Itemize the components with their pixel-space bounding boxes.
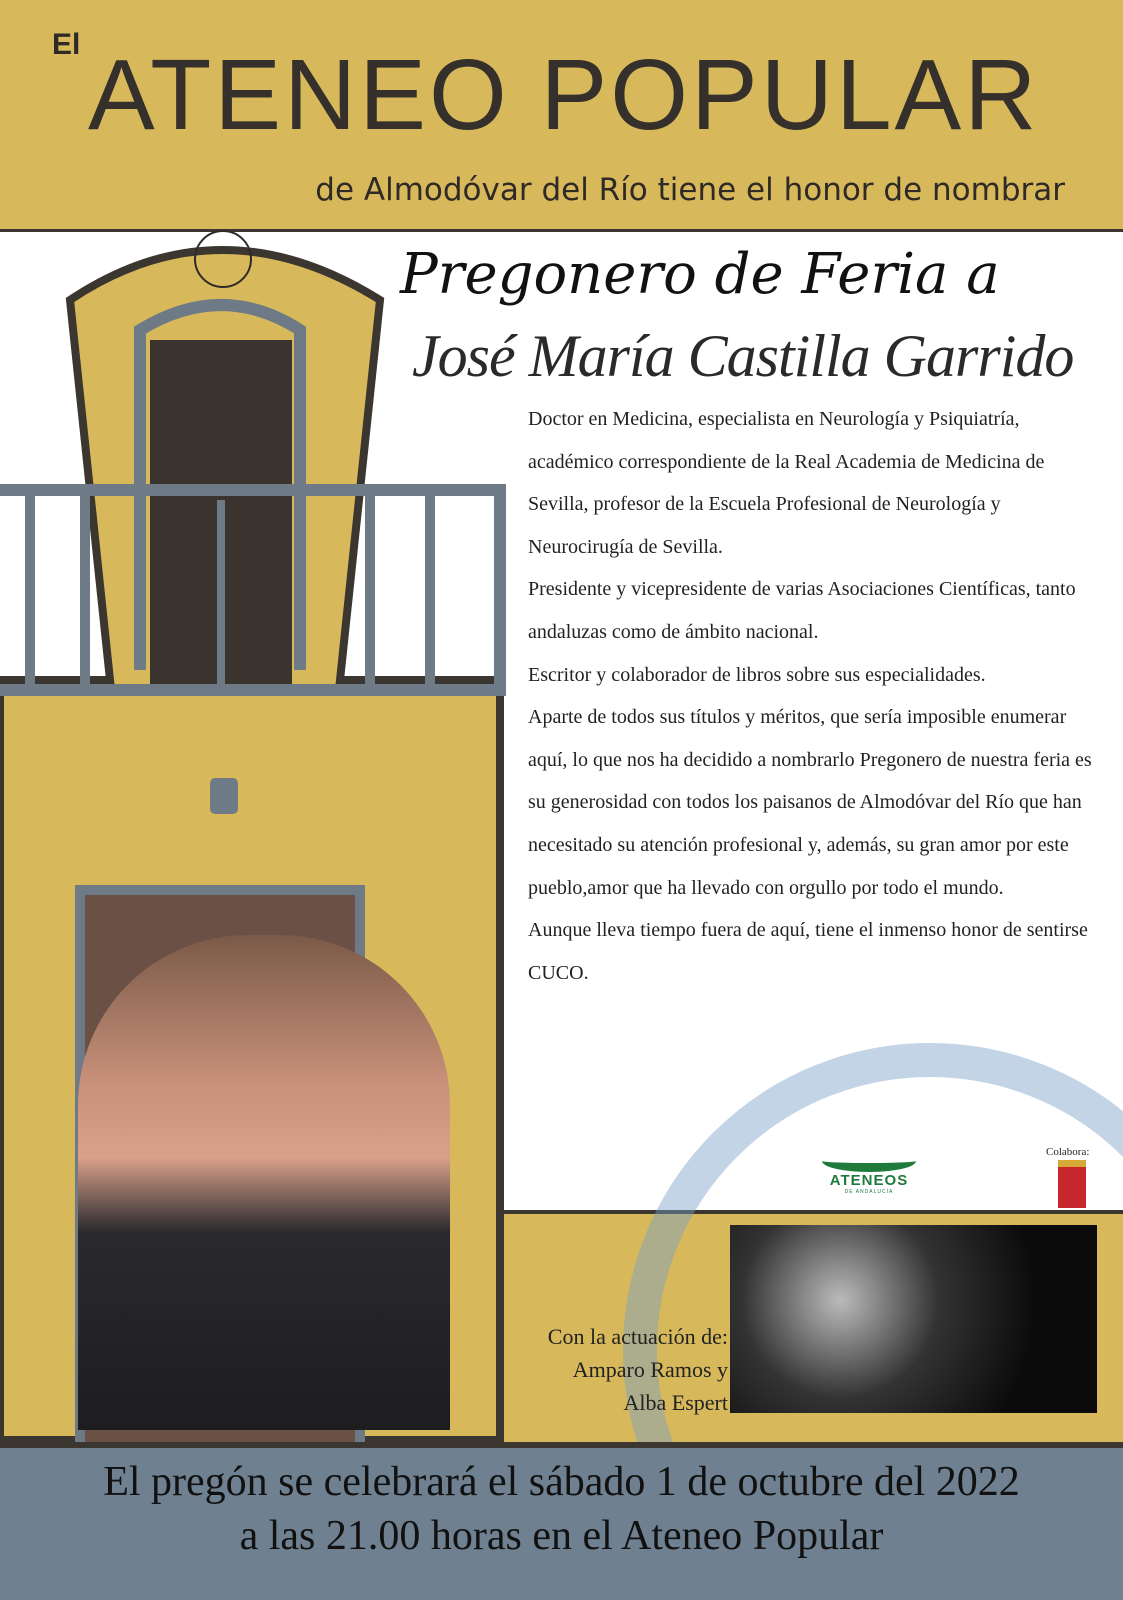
honoree-name: José María Castilla Garrido	[412, 323, 1074, 389]
ateneo-seal-logo	[194, 230, 252, 288]
town-hall-shield-icon	[1058, 1160, 1086, 1208]
ateneos-andalucia-logo	[822, 1150, 916, 1195]
bio-paragraph: Presidente y vicepresidente de varias Asociaciones Científicas, tanto andaluzas como de ámbito nacional.	[528, 578, 1076, 643]
bio-paragraph: Escritor y colaborador de libros sobre sus especialidades.	[528, 663, 986, 686]
header-subtitle: de Almodóvar del Río tiene el honor de nombrar	[315, 172, 1065, 208]
bio-paragraph: Doctor en Medicina, especialista en Neurología y Psiquiatría, académico correspondiente de la Real Academia de Medicina de Sevilla, profesor de la Escuela Profesional de Neurología y Neurocirugía de Sevilla.	[528, 408, 1045, 558]
colabora-label: Colabora:	[1046, 1146, 1090, 1158]
ateneos-logo-text: ATENEOS	[829, 1172, 909, 1189]
event-time-place: a las 21.00 horas en el Ateneo Popular	[239, 1513, 884, 1559]
bio-paragraph: Aparte de todos sus títulos y méritos, que sería imposible enumerar aquí, lo que nos ha decidido a nombrarlo Pregonero de nuestra feria es su generosidad con todos los paisanos de Almodóvar del Río que han necesitado su atención profesional y, además, su gran amor por este pueblo,amor que ha llevado con orgullo por todo el mundo.	[528, 706, 1092, 899]
pregonero-heading: Pregonero de Feria a	[400, 242, 1000, 307]
event-date: El pregón se celebrará el sábado 1 de octubre del 2022	[103, 1459, 1020, 1505]
bio-paragraph: Aunque lleva tiempo fuera de aquí, tiene el inmenso honor de sentirse CUCO.	[528, 919, 1088, 984]
performance-info	[500, 1320, 728, 1419]
ateneos-logo-subtext: DE ANDALUCÍA	[844, 1189, 894, 1195]
ateneos-wings-icon	[822, 1150, 916, 1172]
performer-2: Alba Espert	[623, 1390, 728, 1415]
biography	[528, 398, 1098, 994]
performers-photo	[730, 1225, 1097, 1413]
header-el: El	[52, 28, 81, 61]
performer-1: Amparo Ramos y	[572, 1357, 728, 1382]
honoree-photo	[78, 935, 450, 1430]
performance-intro: Con la actuación de:	[547, 1324, 728, 1349]
brand-title: ATENEO POPULAR	[88, 39, 1040, 151]
